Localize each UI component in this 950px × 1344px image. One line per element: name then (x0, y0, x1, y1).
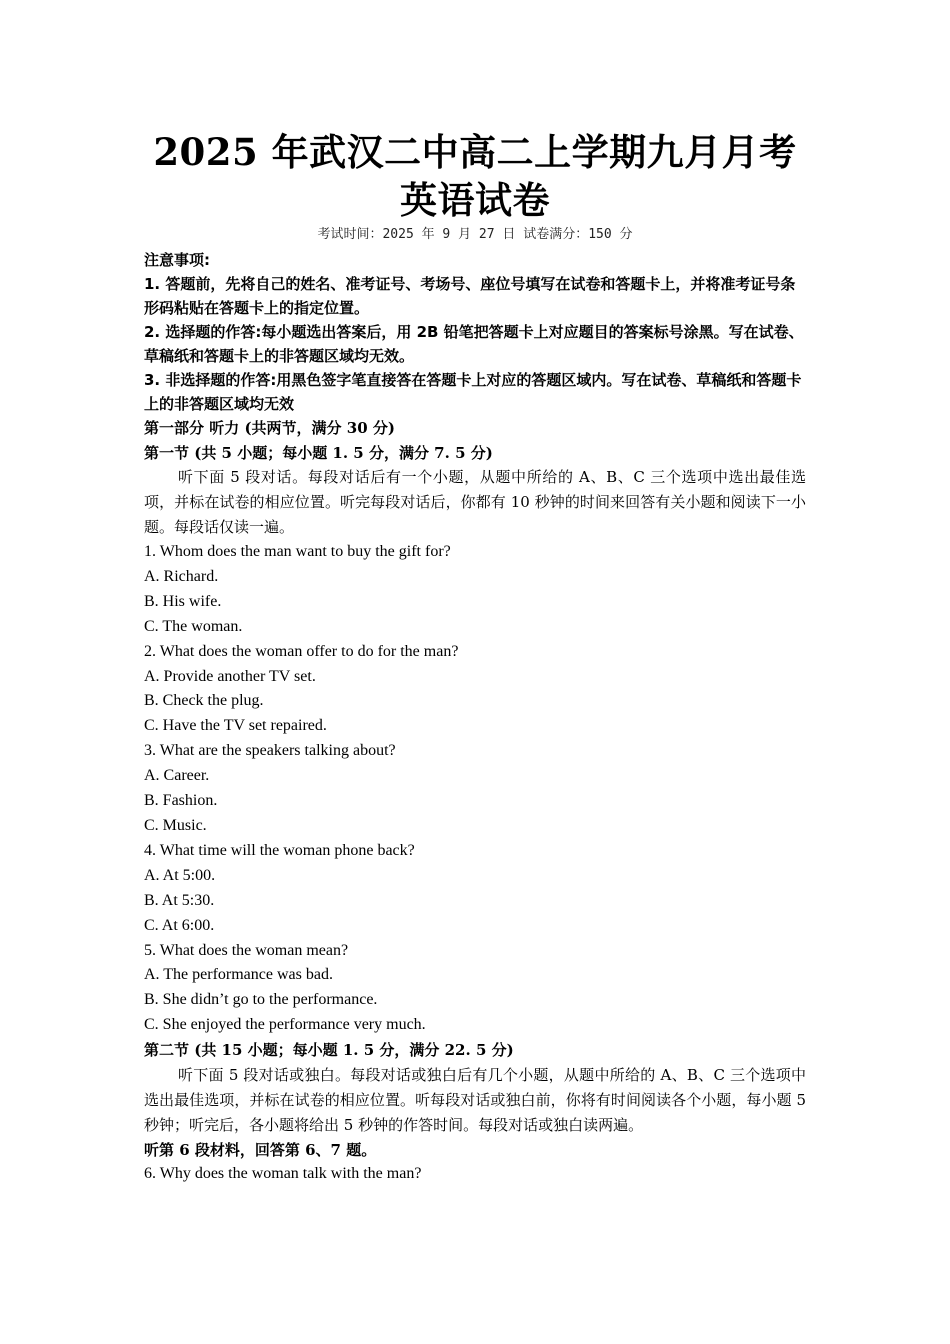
question-4 (144, 839, 806, 939)
option-c: C. The woman. (144, 617, 243, 635)
exam-page (144, 128, 806, 1187)
option-a: A. Richard. (144, 567, 219, 585)
option-a: A. The performance was bad. (144, 966, 333, 984)
option-b: B. Check the plug. (144, 692, 264, 710)
notices (144, 248, 806, 416)
option-c: C. At 6:00. (144, 916, 215, 934)
notice-item-1: 1. 答题前，先将自己的姓名、准考证号、考场号、座位号填写在试卷和答题卡上，并将准考证号条形码粘贴在答题卡上的指定位置。 (144, 275, 796, 317)
question-stem: 5. What does the woman mean? (144, 941, 349, 959)
question-2 (144, 640, 806, 740)
question-stem: 1. Whom does the man want to buy the gift for? (144, 543, 451, 560)
option-b: B. At 5:30. (144, 891, 215, 909)
section1-instructions: 听下面 5 段对话。每段对话后有一个小题，从题中所给的 A、B、C 三个选项中选出最佳选项，并标在试卷的相应位置。听完每段对话后，你都有 10 秒钟的时间来回答有关小题和阅读下一小题。每段话仅读一遍。 (144, 468, 806, 536)
option-b: B. She didn’t go to the performance. (144, 991, 378, 1009)
notice-item-3: 3. 非选择题的作答:用黑色签字笔直接答在答题卡上对应的答题区域内。写在试卷、草稿纸和答题卡上的非答题区域均无效 (144, 371, 802, 413)
option-b: B. His wife. (144, 592, 222, 610)
option-a: A. Provide another TV set. (144, 667, 316, 685)
part1-heading: 第一部分 听力 (共两节，满分 30 分) (144, 419, 395, 437)
question-stem: 2. What does the woman offer to do for the man? (144, 642, 459, 660)
question-5 (144, 939, 806, 1039)
question-1 (144, 540, 806, 640)
question-stem: 4. What time will the woman phone back? (144, 841, 415, 859)
section2-instructions: 听下面 5 段对话或独白。每段对话或独白后有几个小题，从题中所给的 A、B、C 三个选项中选出最佳选项，并标在试卷的相应位置。听每段对话或独白前，你将有时间阅读各个小题，每小题 5 秒钟；听完后，各小题将给出 5 秒钟的作答时间。每段对话或独白读两遍。 (144, 1065, 806, 1134)
section1-heading: 第一节 (共 5 小题；每小题 1. 5 分，满分 7. 5 分) (144, 443, 493, 462)
exam-title-line2: 英语试卷 (400, 178, 550, 222)
exam-info: 考试时间：2025 年 9 月 27 日 试卷满分：150 分 (317, 227, 633, 242)
option-a: A. At 5:00. (144, 866, 216, 884)
question-3 (144, 739, 806, 839)
notices-heading: 注意事项: (144, 251, 210, 269)
notice-item-2: 2. 选择题的作答:每小题选出答案后，用 2B 铅笔把答题卡上对应题目的答案标号涂黑。写在试卷、草稿纸和答题卡上的非答题区域均无效。 (144, 323, 804, 365)
question-stem: 3. What are the speakers talking about? (144, 742, 396, 760)
exam-title-line1: 2025 年武汉二中高二上学期九月月考 (153, 130, 797, 174)
question-6-stem: 6. Why does the woman talk with the man? (144, 1165, 422, 1183)
option-b: B. Fashion. (144, 792, 218, 810)
option-c: C. Have the TV set repaired. (144, 717, 327, 735)
option-c: C. Music. (144, 816, 207, 834)
section2-heading: 第二节 (共 15 小题；每小题 1. 5 分，满分 22. 5 分) (144, 1041, 514, 1060)
option-c: C. She enjoyed the performance very much. (144, 1016, 426, 1034)
option-a: A. Career. (144, 767, 210, 785)
material-6-heading: 听第 6 段材料，回答第 6、7 题。 (144, 1140, 377, 1159)
